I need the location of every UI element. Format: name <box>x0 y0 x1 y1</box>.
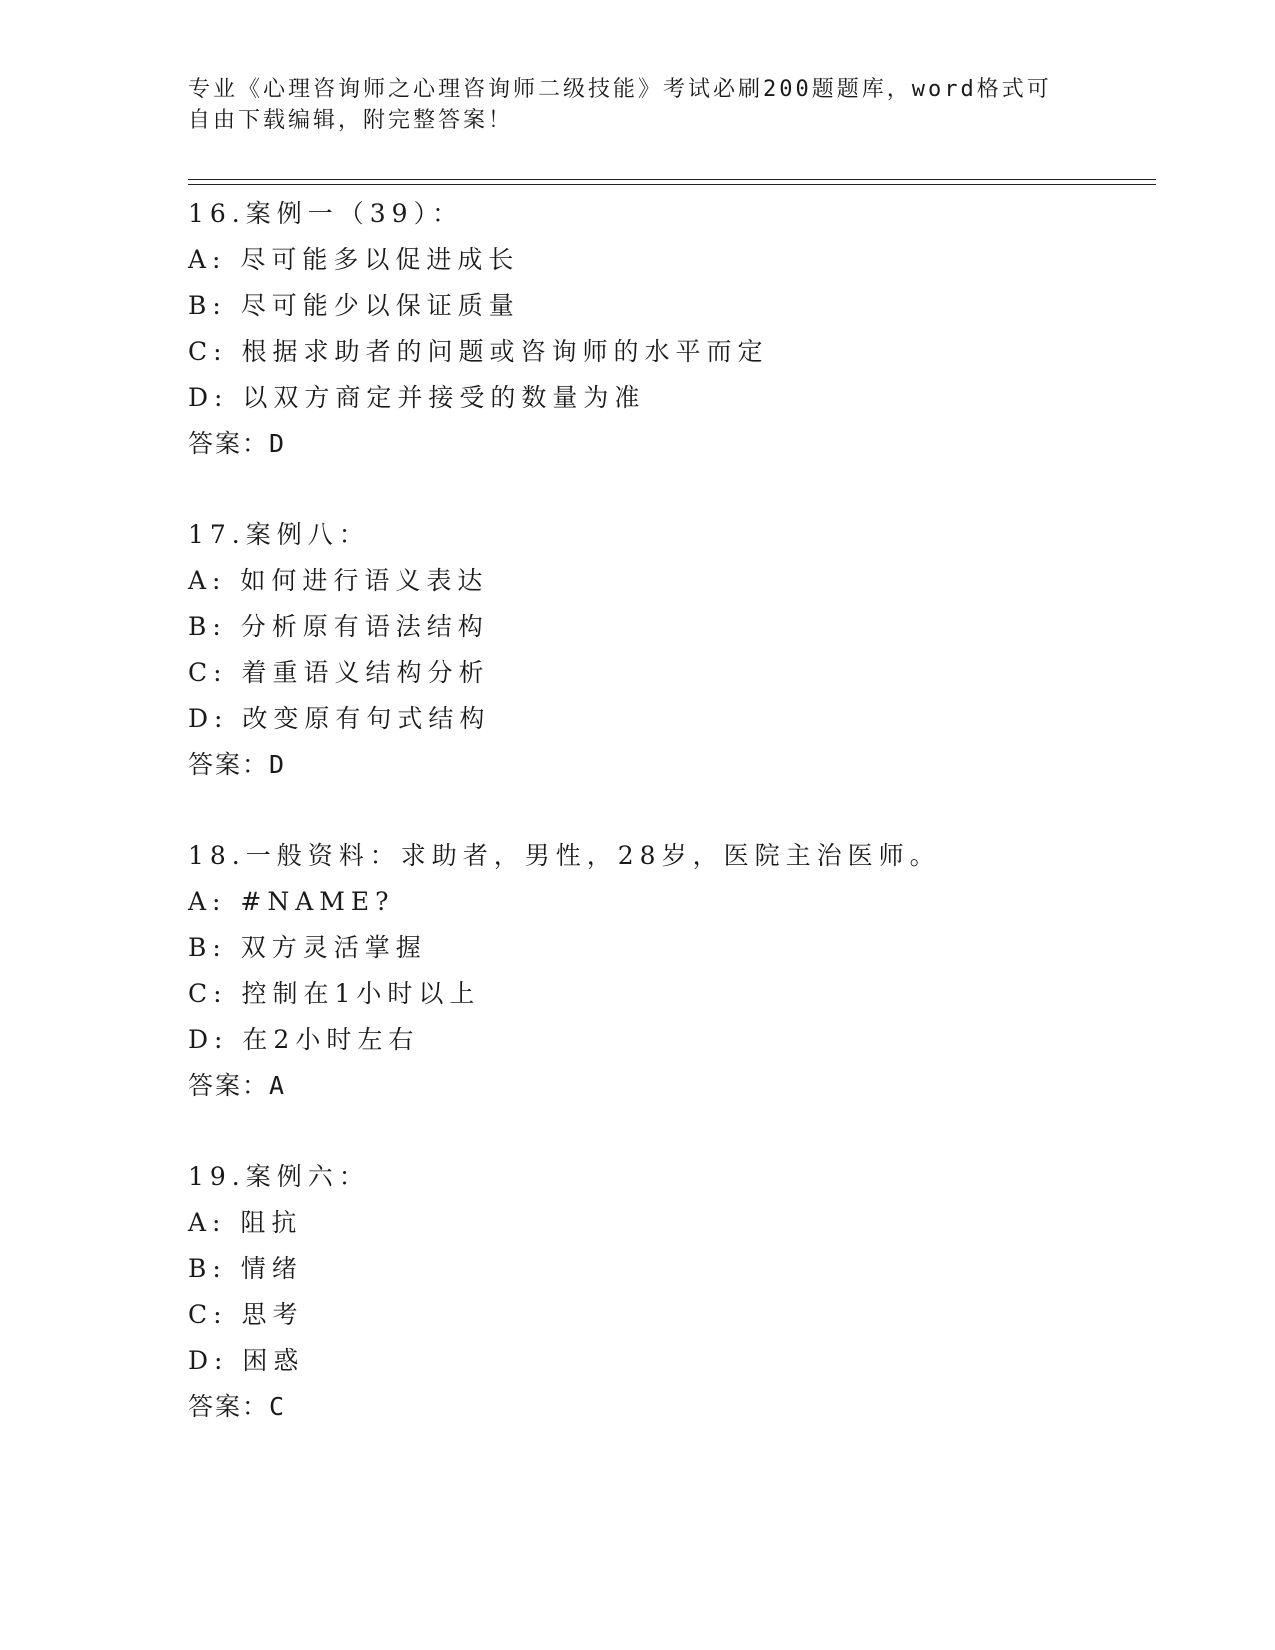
option-d: D: 以双方商定并接受的数量为准 <box>188 383 646 412</box>
option-b: B: 分析原有语法结构 <box>188 612 489 641</box>
option-b: B: 尽可能少以保证质量 <box>188 291 520 320</box>
option-a: A: #NAME? <box>188 887 395 916</box>
option-c: C: 根据求助者的问题或咨询师的水平而定 <box>188 337 769 366</box>
question-18 <box>188 833 1156 1109</box>
option-b: B: 情绪 <box>188 1254 303 1283</box>
question-19 <box>188 1154 1156 1430</box>
option-a: A: 如何进行语义表达 <box>188 566 489 595</box>
header-divider-secondary <box>188 184 1156 185</box>
option-b: B: 双方灵活掌握 <box>188 933 427 962</box>
option-a: A: 阻抗 <box>188 1208 303 1237</box>
option-a: A: 尽可能多以促进成长 <box>188 245 520 274</box>
answer-line: 答案：A <box>188 1071 287 1100</box>
option-d: D: 改变原有句式结构 <box>188 704 491 733</box>
question-stem: 17.案例八： <box>188 520 370 549</box>
answer-line: 答案：D <box>188 750 287 779</box>
question-stem: 18.一般资料：求助者，男性，28岁，医院主治医师。 <box>188 841 941 870</box>
option-c: C: 着重语义结构分析 <box>188 658 490 687</box>
question-stem: 19.案例六： <box>188 1162 370 1191</box>
header-divider <box>188 179 1156 180</box>
answer-line: 答案：C <box>188 1392 287 1421</box>
document-header: 专业《心理咨询师之心理咨询师二级技能》考试必刷200题题库，word格式可自由下载编辑，附完整答案！ <box>188 77 1052 133</box>
question-17 <box>188 512 1156 788</box>
option-c: C: 控制在1小时以上 <box>188 979 481 1008</box>
option-d: D: 困惑 <box>188 1346 305 1375</box>
option-c: C: 思考 <box>188 1300 304 1329</box>
option-d: D: 在2小时左右 <box>188 1025 420 1054</box>
answer-line: 答案：D <box>188 429 287 458</box>
question-stem: 16.案例一（39）： <box>188 199 464 228</box>
question-16 <box>188 191 1156 467</box>
question-list <box>188 191 1156 1475</box>
